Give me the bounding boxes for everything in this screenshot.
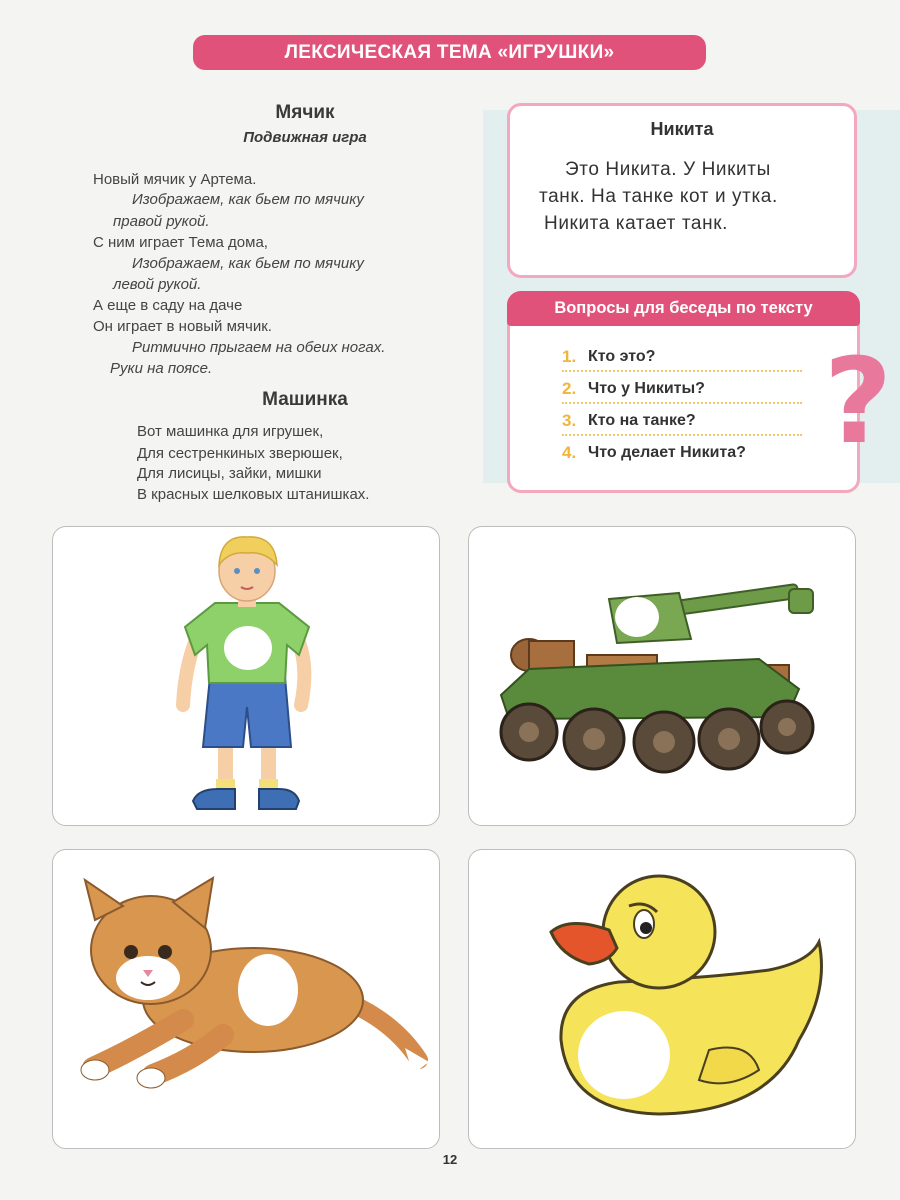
questions-title: Вопросы для беседы по тексту xyxy=(507,291,860,326)
story-line: Никита катает танк. xyxy=(544,213,728,234)
boy-illustration xyxy=(53,527,440,826)
poem1-line: Он играет в новый мячик. xyxy=(93,318,272,335)
poem1-title: Мячик xyxy=(275,102,335,123)
question-item xyxy=(562,376,802,404)
question-text: Что делает Никита? xyxy=(588,444,746,461)
cat-illustration xyxy=(53,850,440,1149)
duck-illustration xyxy=(469,850,856,1149)
poem1-line: Руки на поясе. xyxy=(110,360,213,377)
poem1-line: С ним играет Тема дома, xyxy=(93,234,268,251)
poem2-line: Для сестренкиных зверюшек, xyxy=(137,445,343,462)
questions-box xyxy=(507,291,860,493)
poem2-title: Машинка xyxy=(262,389,348,410)
card-boy xyxy=(52,526,440,826)
poem1-subtitle: Подвижная игра xyxy=(243,129,367,146)
story-box xyxy=(507,103,857,278)
poem1-line: правой рукой. xyxy=(113,213,210,230)
question-text: Что у Никиты? xyxy=(588,380,705,397)
story-line: Это Никита. У Никиты xyxy=(565,159,771,180)
question-text: Кто на танке? xyxy=(588,412,696,429)
question-item xyxy=(562,408,802,436)
question-mark-icon: ? xyxy=(823,332,893,470)
page-number: 12 xyxy=(442,1152,458,1167)
poem1-line: Изображаем, как бьем по мячику xyxy=(132,191,364,208)
card-duck xyxy=(468,849,856,1149)
question-number: 1. xyxy=(562,347,577,366)
poem1-line: Новый мячик у Артема. xyxy=(93,171,257,188)
poem2-line: В красных шелковых штанишках. xyxy=(137,486,370,503)
card-tank xyxy=(468,526,856,826)
story-line: танк. На танке кот и утка. xyxy=(539,186,778,207)
question-number: 3. xyxy=(562,411,577,430)
poem1-line: левой рукой. xyxy=(113,276,202,293)
poem1-line: Ритмично прыгаем на обеих ногах. xyxy=(132,339,386,356)
question-number: 2. xyxy=(562,379,577,398)
question-number: 4. xyxy=(562,443,577,462)
question-item xyxy=(562,440,802,466)
card-cat xyxy=(52,849,440,1149)
poem2-line: Для лисицы, зайки, мишки xyxy=(137,465,322,482)
poem1-line: А еще в саду на даче xyxy=(93,297,243,314)
tank-illustration xyxy=(469,527,856,826)
story-title: Никита xyxy=(650,119,714,139)
poem1-line: Изображаем, как бьем по мячику xyxy=(132,255,364,272)
poem2-line: Вот машинка для игрушек, xyxy=(137,423,324,440)
question-text: Кто это? xyxy=(588,348,656,365)
topic-banner: ЛЕКСИЧЕСКАЯ ТЕМА «ИГРУШКИ» xyxy=(193,35,706,70)
question-item xyxy=(562,344,802,372)
